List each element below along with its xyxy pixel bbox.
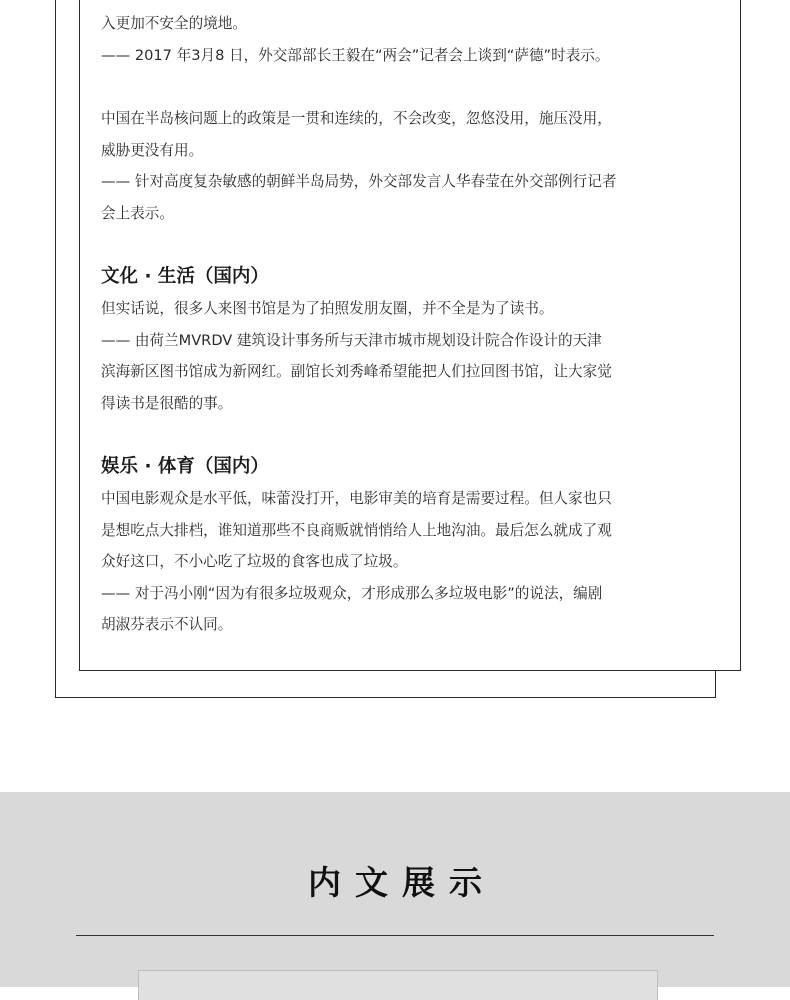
band-divider xyxy=(76,935,714,936)
quote-source: 会上表示。 xyxy=(101,204,174,222)
quote-source: —— 对于冯小刚“因为有很多垃圾观众，才形成那么多垃圾电影”的说法，编剧 xyxy=(101,584,603,602)
quote-source: —— 2017 年3月8 日，外交部部长王毅在“两会”记者会上谈到“萨德”时表示。 xyxy=(101,46,610,64)
band-title: 内文展示 xyxy=(308,863,496,902)
section-heading-culture: 文化 · 生活（国内） xyxy=(101,266,269,287)
quote-source: —— 针对高度复杂敏感的朝鲜半岛局势，外交部发言人华春莹在外交部例行记者 xyxy=(101,173,617,190)
quote-source: 滨海新区图书馆成为新网红。副馆长刘秀峰希望能把人们拉回图书馆，让大家觉 xyxy=(101,363,612,380)
quote-source: —— 由荷兰MVRDV 建筑设计事务所与天津市城市规划设计院合作设计的天津 xyxy=(101,331,602,349)
quote-source: 得读书是很酷的事。 xyxy=(101,394,233,412)
quote-text: 中国电影观众是水平低，味蕾没打开，电影审美的培育是需要过程。但人家也只 xyxy=(101,490,612,507)
band-inner-box xyxy=(138,970,658,1000)
quote-text: 威胁更没有用。 xyxy=(101,141,204,159)
quote-text: 但实话说，很多人来图书馆是为了拍照发朋友圈，并不全是为了读书。 xyxy=(101,300,554,317)
quote-text: 入更加不安全的境地。 xyxy=(101,15,247,32)
quote-text: 是想吃点大排档，谁知道那些不良商贩就悄悄给人上地沟油。最后怎么就成了观 xyxy=(101,521,612,539)
quote-text: 众好这口，不小心吃了垃圾的食客也成了垃圾。 xyxy=(101,553,408,570)
quote-text: 中国在半岛核问题上的政策是一贯和连续的，不会改变，忽悠没用，施压没用， xyxy=(101,110,612,127)
section-heading-entertainment: 娱乐 · 体育（国内） xyxy=(101,456,269,477)
quote-source: 胡淑芬表示不认同。 xyxy=(101,616,233,633)
quote-content xyxy=(101,8,701,641)
